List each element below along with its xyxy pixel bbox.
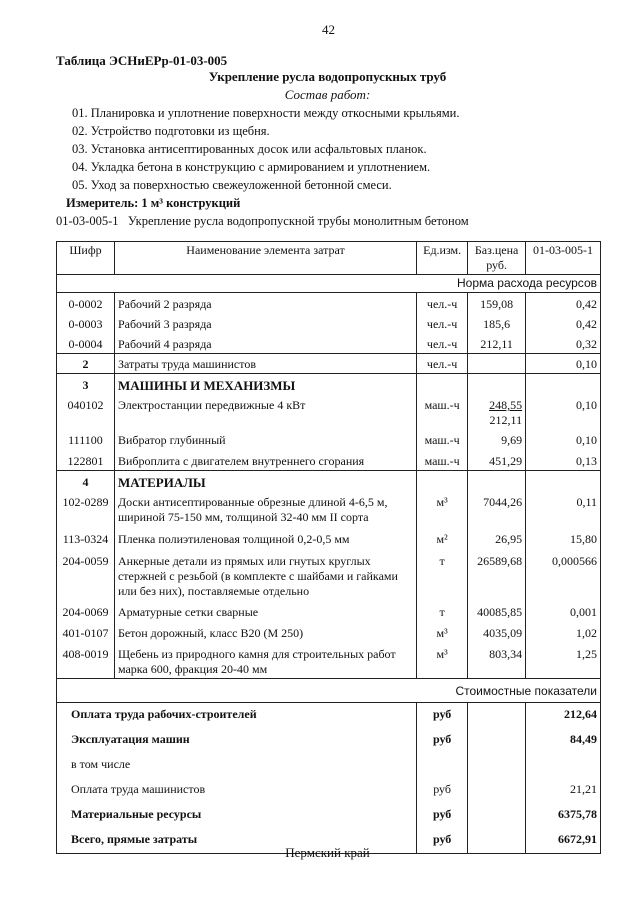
row-price: 212,11 [468,333,526,354]
row-code: 0-0002 [57,293,115,314]
row-norm: 0,10 [526,354,601,374]
row-norm: 0,000566 [526,548,601,600]
work-item: 02. Устройство подготовки из щебня. [72,124,270,138]
row-name: Пленка полиэтиленовая толщиной 0,2-0,5 мм [114,526,416,548]
row-code: 0-0003 [57,313,115,333]
cost-unit: руб [417,776,468,801]
row-unit: м³ [417,642,468,679]
cost-unit [417,751,468,776]
works-heading: Состав работ: [284,87,371,102]
row-unit: чел.-ч [417,313,468,333]
cost-unit: руб [417,726,468,751]
table-row [57,333,601,354]
row-price-secondary: 212,11 [489,413,523,427]
document-title: Укрепление русла водопропускных труб [208,69,447,84]
row-code: 401-0107 [57,621,115,642]
row-name: Бетон дорожный, класс В20 (М 250) [114,621,416,642]
row-unit: м² [417,526,468,548]
cost-section-label: Стоимостные показатели [57,679,601,703]
cost-name: Всего, прямые затраты [57,826,417,854]
section-title: МАТЕРИАЛЫ [114,471,416,492]
row-code: 122801 [57,449,115,471]
row-code: 040102 [57,394,115,429]
page-footer: Пермский край [285,845,370,860]
row-name: Рабочий 3 разряда [114,313,416,333]
row-code: 0-0004 [57,333,115,354]
header-unit: Ед.изм. [417,242,468,275]
header-name: Наименование элемента затрат [114,242,416,275]
section-title: МАШИНЫ И МЕХАНИЗМЫ [114,374,416,395]
item-caption [56,214,469,229]
row-norm: 1,25 [526,642,601,679]
table-row [57,394,601,429]
row-unit: маш.-ч [417,429,468,449]
row-norm: 0,32 [526,333,601,354]
row-unit: чел.-ч [417,354,468,374]
row-price: 451,29 [468,449,526,471]
row-price: 9,69 [468,429,526,449]
header-code: Шифр [57,242,115,275]
table-header [57,242,601,275]
work-item: 03. Установка антисептированных досок или асфальтовых планок. [72,142,427,156]
cost-section-row [57,679,601,703]
measure-unit: Измеритель: 1 м³ конструкций [66,196,241,210]
cost-row [57,801,601,826]
row-unit: т [417,600,468,621]
cost-name: Оплата труда машинистов [57,776,417,801]
table-row [57,429,601,449]
row-norm: 0,001 [526,600,601,621]
row-name: Вибратор глубинный [114,429,416,449]
row-name: Щебень из природного камня для строительных работ марка 600, фракция 20-40 мм [114,642,416,679]
row-unit: т [417,548,468,600]
table-row [57,621,601,642]
row-name: Виброплита с двигателем внутреннего сгорания [114,449,416,471]
table-row [57,600,601,621]
norms-table [56,241,601,854]
row-norm: 0,13 [526,449,601,471]
section-materials [57,471,601,492]
row-price-primary: 248,55 [489,398,523,412]
row-unit: маш.-ч [417,394,468,429]
table-row [57,491,601,526]
row-unit: чел.-ч [417,293,468,314]
row-code: 102-0289 [57,491,115,526]
row-norm: 15,80 [526,526,601,548]
cost-value: 6672,91 [526,826,601,854]
header-norm: 01-03-005-1 [526,242,601,275]
row-code: 2 [57,354,115,374]
row-name: Затраты труда машинистов [114,354,416,374]
cost-name: Оплата труда рабочих-строителей [57,703,417,727]
norm-section-row [57,275,601,293]
row-price: 7044,26 [468,491,526,526]
row-price: 26589,68 [468,548,526,600]
table-id: Таблица ЭСНиЕРр-01-03-005 [56,53,228,68]
cost-value: 21,21 [526,776,601,801]
cost-row [57,726,601,751]
row-price: 803,34 [468,642,526,679]
row-price: 185,6 [468,313,526,333]
page-number: 42 [322,22,335,37]
cost-unit: руб [417,826,468,854]
row-code: 111100 [57,429,115,449]
row-norm: 0,10 [526,394,601,429]
cost-unit: руб [417,703,468,727]
row-price [468,354,526,374]
row-norm: 0,11 [526,491,601,526]
work-item: 05. Уход за поверхностью свежеуложенной бетонной смеси. [72,178,392,192]
header-price: Баз.цена руб. [468,242,526,275]
row-name: Арматурные сетки сварные [114,600,416,621]
table-row [57,526,601,548]
section-machines [57,374,601,395]
row-name: Рабочий 2 разряда [114,293,416,314]
row-unit [417,491,468,526]
row-norm: 1,02 [526,621,601,642]
row-norm: 0,10 [526,429,601,449]
cost-value [526,751,601,776]
row-code: 204-0059 [57,548,115,600]
unit-text: м³ [436,495,448,509]
row-unit: маш.-ч [417,449,468,471]
cost-row [57,776,601,801]
table-row [57,642,601,679]
machinist-row [57,354,601,374]
row-norm: 0,42 [526,313,601,333]
work-item: 04. Укладка бетона в конструкцию с армированием и уплотнением. [72,160,431,174]
item-name: Укрепление русла водопропускной трубы монолитным бетоном [127,214,469,228]
table-row [57,548,601,600]
row-code: 113-0324 [57,526,115,548]
row-name: Анкерные детали из прямых или гнутых круглых стержней с резьбой (в комплекте с шайбами и гайками или без них), поставляемые отдельно [114,548,416,600]
row-price: 40085,85 [468,600,526,621]
cost-name: Эксплуатация машин [57,726,417,751]
norm-section-label: Норма расхода ресурсов [57,275,601,293]
cost-name: Материальные ресурсы [57,801,417,826]
section-code: 3 [57,374,115,395]
row-name: Электростанции передвижные 4 кВт [114,394,416,429]
row-code: 408-0019 [57,642,115,679]
row-unit: чел.-ч [417,333,468,354]
row-price: 4035,09 [468,621,526,642]
table-row [57,449,601,471]
cost-value: 84,49 [526,726,601,751]
table-row [57,313,601,333]
table-row [57,293,601,314]
row-unit: м³ [417,621,468,642]
cost-row [57,751,601,776]
row-name: Доски антисептированные обрезные длиной 4-6,5 м, шириной 75-150 мм, толщиной 32-40 мм II сорта [114,491,416,526]
row-code: 204-0069 [57,600,115,621]
cost-value: 212,64 [526,703,601,727]
cost-row [57,703,601,727]
row-norm: 0,42 [526,293,601,314]
cost-name: в том числе [57,751,417,776]
row-price [468,394,526,429]
cost-value: 6375,78 [526,801,601,826]
row-price: 159,08 [468,293,526,314]
row-price: 26,95 [468,526,526,548]
row-name: Рабочий 4 разряда [114,333,416,354]
cost-unit: руб [417,801,468,826]
work-item: 01. Планировка и уплотнение поверхности между откосными крыльями. [72,106,460,120]
section-code: 4 [57,471,115,492]
item-code: 01-03-005-1 [56,214,119,228]
